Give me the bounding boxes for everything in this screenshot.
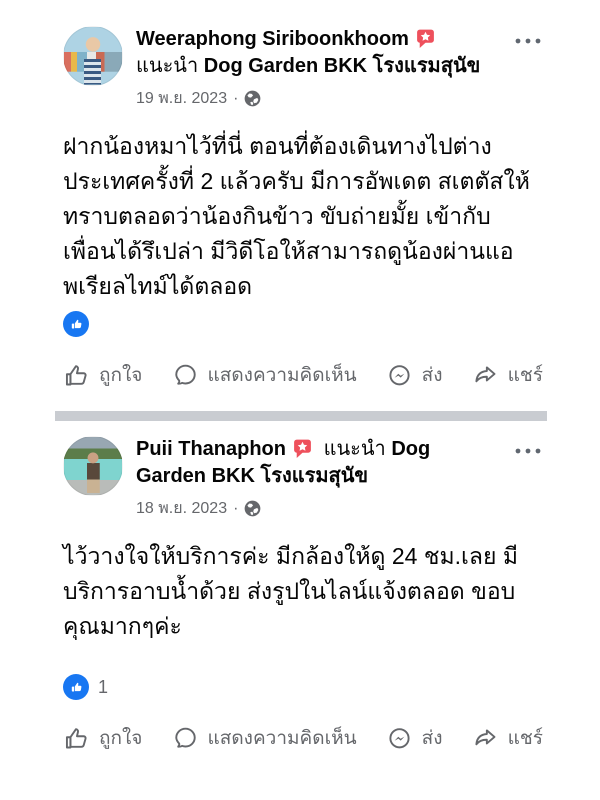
recommend-badge-icon: [415, 28, 436, 49]
comment-bubble-icon: [172, 725, 199, 752]
meta-separator: ·: [233, 90, 239, 107]
comment-button[interactable]: [172, 723, 357, 753]
thumbs-up-icon: [63, 362, 90, 389]
comment-button-label: แสดงความคิดเห็น: [207, 365, 357, 386]
post-title-block: [136, 26, 505, 112]
globe-public-icon: [244, 90, 261, 107]
share-button[interactable]: [472, 360, 543, 390]
review-post-1: [63, 26, 543, 398]
post-timestamp-link[interactable]: 18 พ.ย. 2023: [136, 500, 228, 517]
reaction-summary[interactable]: [63, 674, 543, 700]
post-body-text: ฝากน้องหมาไว้ที่นี่ ตอนที่ต้องเดินทางไปต่างประเทศครั้งที่ 2 แล้วครับ มีการอัพเดต สเตตัสให้ทราบตลอดว่าน้องกินข้าว ขับถ่ายมั้ย เข้ากับเพื่อนได้รึเปล่า มีวิดีโอให้สามารถดูน้องผ่านแอพเรียลไทม์ได้ตลอด: [63, 133, 530, 299]
like-reaction-icon: [63, 311, 89, 337]
comment-button[interactable]: [172, 360, 357, 390]
page-name-link[interactable]: Dog Garden BKK โรงแรมสุนัข: [136, 438, 431, 487]
review-post-2: [63, 436, 543, 761]
author-name-link[interactable]: Puii Thanaphon: [136, 438, 286, 460]
send-button-label: ส่ง: [421, 365, 443, 386]
send-button[interactable]: [386, 723, 443, 753]
post-header: [63, 436, 543, 522]
reaction-summary[interactable]: [63, 311, 543, 337]
author-name-link[interactable]: Weeraphong Siriboonkhoom: [136, 28, 409, 50]
send-button[interactable]: [386, 360, 443, 390]
meta-separator: ·: [233, 500, 239, 517]
messenger-icon: [386, 362, 413, 389]
share-button[interactable]: [472, 723, 543, 753]
share-arrow-icon: [472, 725, 499, 752]
like-count: 1: [98, 676, 109, 697]
action-bar: [63, 354, 543, 398]
post-timestamp-link[interactable]: 19 พ.ย. 2023: [136, 90, 228, 107]
like-button-label: ถูกใจ: [99, 365, 143, 386]
recommend-label: แนะนำ: [136, 55, 199, 77]
recommend-label: แนะนำ: [323, 438, 386, 460]
post-meta: [136, 495, 505, 522]
globe-public-icon: [244, 500, 261, 517]
post-header: [63, 26, 543, 112]
thumbs-up-icon: [63, 725, 90, 752]
post-title-block: [136, 436, 505, 522]
action-bar: [63, 717, 543, 761]
like-button[interactable]: [63, 723, 142, 753]
comment-button-label: แสดงความคิดเห็น: [207, 728, 357, 749]
like-reaction-icon: [63, 674, 89, 700]
avatar[interactable]: [63, 436, 123, 496]
share-button-label: แชร์: [507, 365, 543, 386]
messenger-icon: [386, 725, 413, 752]
recommend-badge-icon: [292, 438, 313, 459]
like-button[interactable]: [63, 360, 142, 390]
send-button-label: ส่ง: [421, 728, 443, 749]
post-meta: [136, 85, 505, 112]
post-body-text: ไว้วางใจให้บริการค่ะ มีกล้องให้ดู 24 ชม.เลย มีบริการอาบน้ำด้วย ส่งรูปในไลน์แจ้งตลอด ขอบคุณมากๆค่ะ: [63, 543, 518, 639]
post-options-button[interactable]: [505, 436, 543, 459]
share-button-label: แชร์: [507, 728, 543, 749]
share-arrow-icon: [472, 362, 499, 389]
post-options-button[interactable]: [505, 26, 543, 49]
like-button-label: ถูกใจ: [99, 728, 143, 749]
comment-bubble-icon: [172, 362, 199, 389]
post-divider: [55, 411, 547, 421]
avatar[interactable]: [63, 26, 123, 86]
page-name-link[interactable]: Dog Garden BKK โรงแรมสุนัข: [203, 55, 481, 77]
